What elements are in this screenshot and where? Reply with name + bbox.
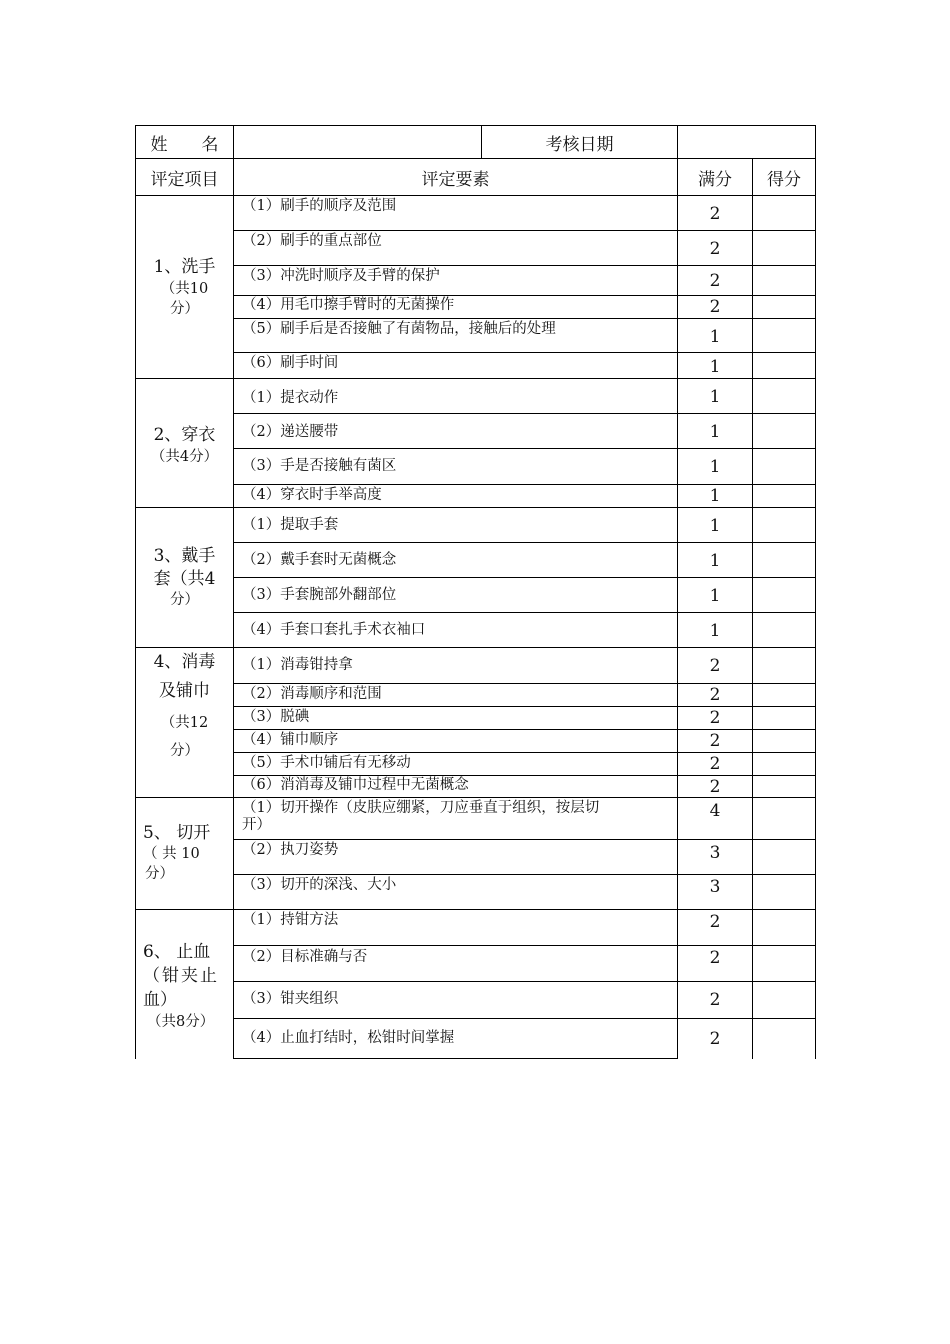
list-item: （1）刷手的顺序及范围 — [242, 198, 397, 214]
col-header-project: 评定项目 — [150, 169, 219, 190]
list-item: （1）持钳方法 — [242, 912, 339, 928]
date-label: 考核日期 — [545, 134, 614, 155]
col-header-full: 满分 — [698, 169, 732, 190]
section-divider — [135, 507, 816, 508]
row-divider — [234, 448, 816, 449]
list-item: （5）刷手后是否接触了有菌物品，接触后的处理 — [242, 321, 556, 337]
row-divider — [234, 265, 816, 266]
section-title-disinfect: 4、消毒 及铺巾 （共12 分） — [153, 652, 216, 759]
full-score: 2 — [709, 271, 721, 291]
list-item: （1）提衣动作 — [242, 390, 339, 406]
full-score: 1 — [709, 516, 721, 536]
row-divider — [234, 874, 816, 875]
row-divider — [234, 484, 816, 485]
full-score: 2 — [709, 777, 721, 797]
full-score: 1 — [709, 327, 721, 347]
full-score: 1 — [709, 457, 721, 477]
section-title-gown: 2、穿衣 （共4分） — [150, 425, 219, 465]
row-divider — [234, 413, 816, 414]
row-divider — [234, 318, 816, 319]
name-label: 姓 名 — [150, 134, 219, 155]
date-value[interactable] — [678, 125, 815, 159]
row-divider — [234, 542, 816, 543]
row-divider — [234, 729, 816, 730]
list-item: （3）脱碘 — [242, 709, 310, 725]
list-item: （3）钳夹组织 — [242, 991, 339, 1007]
list-item: （6）消消毒及铺巾过程中无菌概念 — [242, 777, 469, 793]
full-score: 4 — [709, 801, 721, 821]
full-score: 1 — [709, 486, 721, 506]
full-score: 1 — [709, 551, 721, 571]
row-divider — [234, 706, 816, 707]
section-divider — [135, 647, 816, 648]
row-divider — [234, 752, 816, 753]
list-item: （1）提取手套 — [242, 517, 339, 533]
full-score: 1 — [709, 586, 721, 606]
list-item: （1）消毒钳持拿 — [242, 657, 353, 673]
row-divider — [234, 1058, 678, 1059]
list-item: （1）切开操作（皮肤应绷紧，刀应垂直于组织，按层切 开） — [242, 800, 600, 833]
row-divider — [234, 577, 816, 578]
full-score: 3 — [709, 843, 721, 863]
row-divider — [234, 775, 816, 776]
full-score: 2 — [709, 990, 721, 1010]
row-divider — [234, 295, 816, 296]
full-score: 1 — [709, 357, 721, 377]
row-divider — [234, 839, 816, 840]
full-score: 1 — [709, 422, 721, 442]
section-divider — [135, 378, 816, 379]
full-score: 1 — [709, 387, 721, 407]
list-item: （2）戴手套时无菌概念 — [242, 552, 397, 568]
section-title-gloves: 3、戴手 套（共4 分） — [153, 546, 216, 608]
section-title-hemostasis: 6、 止血 （钳夹止 血） （共8分） — [143, 942, 219, 1030]
section-title-wash: 1、洗手 （共10 分） — [153, 257, 216, 317]
full-score: 2 — [709, 1029, 721, 1049]
full-score: 2 — [709, 948, 721, 968]
list-item: （4）铺巾顺序 — [242, 732, 339, 748]
full-score: 2 — [709, 656, 721, 676]
full-score: 2 — [709, 685, 721, 705]
list-item: （4）穿衣时手举高度 — [242, 487, 382, 503]
list-item: （2）递送腰带 — [242, 424, 339, 440]
column-divider-score — [752, 158, 753, 1059]
row-divider — [234, 1018, 816, 1019]
row-divider — [234, 981, 816, 982]
name-value[interactable] — [234, 125, 481, 159]
full-score: 2 — [709, 754, 721, 774]
full-score: 2 — [709, 204, 721, 224]
list-item: （2）刷手的重点部位 — [242, 233, 382, 249]
list-item: （3）冲洗时顺序及手臂的保护 — [242, 268, 440, 284]
list-item: （2）执刀姿势 — [242, 842, 339, 858]
list-item: （5）手术巾铺后有无移动 — [242, 755, 411, 771]
full-score: 1 — [709, 621, 721, 641]
header-divider-2 — [135, 195, 816, 196]
full-score: 3 — [709, 877, 721, 897]
list-item: （4）止血打结时，松钳时间掌握 — [242, 1030, 455, 1046]
full-score: 2 — [709, 912, 721, 932]
full-score: 2 — [709, 731, 721, 751]
list-item: （3）切开的深浅、大小 — [242, 877, 397, 893]
row-divider — [234, 230, 816, 231]
section-title-incision: 5、 切开 （ 共 10 分） — [143, 823, 211, 882]
col-header-elements: 评定要素 — [421, 169, 490, 190]
full-score: 2 — [709, 708, 721, 728]
col-header-score: 得分 — [767, 169, 801, 190]
list-item: （3）手套腕部外翻部位 — [242, 587, 397, 603]
full-score: 2 — [709, 239, 721, 259]
row-divider — [234, 612, 816, 613]
section-divider — [135, 797, 816, 798]
row-divider — [234, 352, 816, 353]
row-divider — [234, 945, 816, 946]
list-item: （3）手是否接触有菌区 — [242, 458, 397, 474]
list-item: （6）刷手时间 — [242, 355, 339, 371]
evaluation-table — [135, 125, 816, 1059]
list-item: （4）手套口套扎手术衣袖口 — [242, 622, 426, 638]
section-divider — [135, 909, 816, 910]
list-item: （2）消毒顺序和范围 — [242, 686, 382, 702]
full-score: 2 — [709, 297, 721, 317]
list-item: （4）用毛巾擦手臂时的无菌操作 — [242, 297, 455, 313]
row-divider — [234, 683, 816, 684]
list-item: （2）目标准确与否 — [242, 949, 368, 965]
